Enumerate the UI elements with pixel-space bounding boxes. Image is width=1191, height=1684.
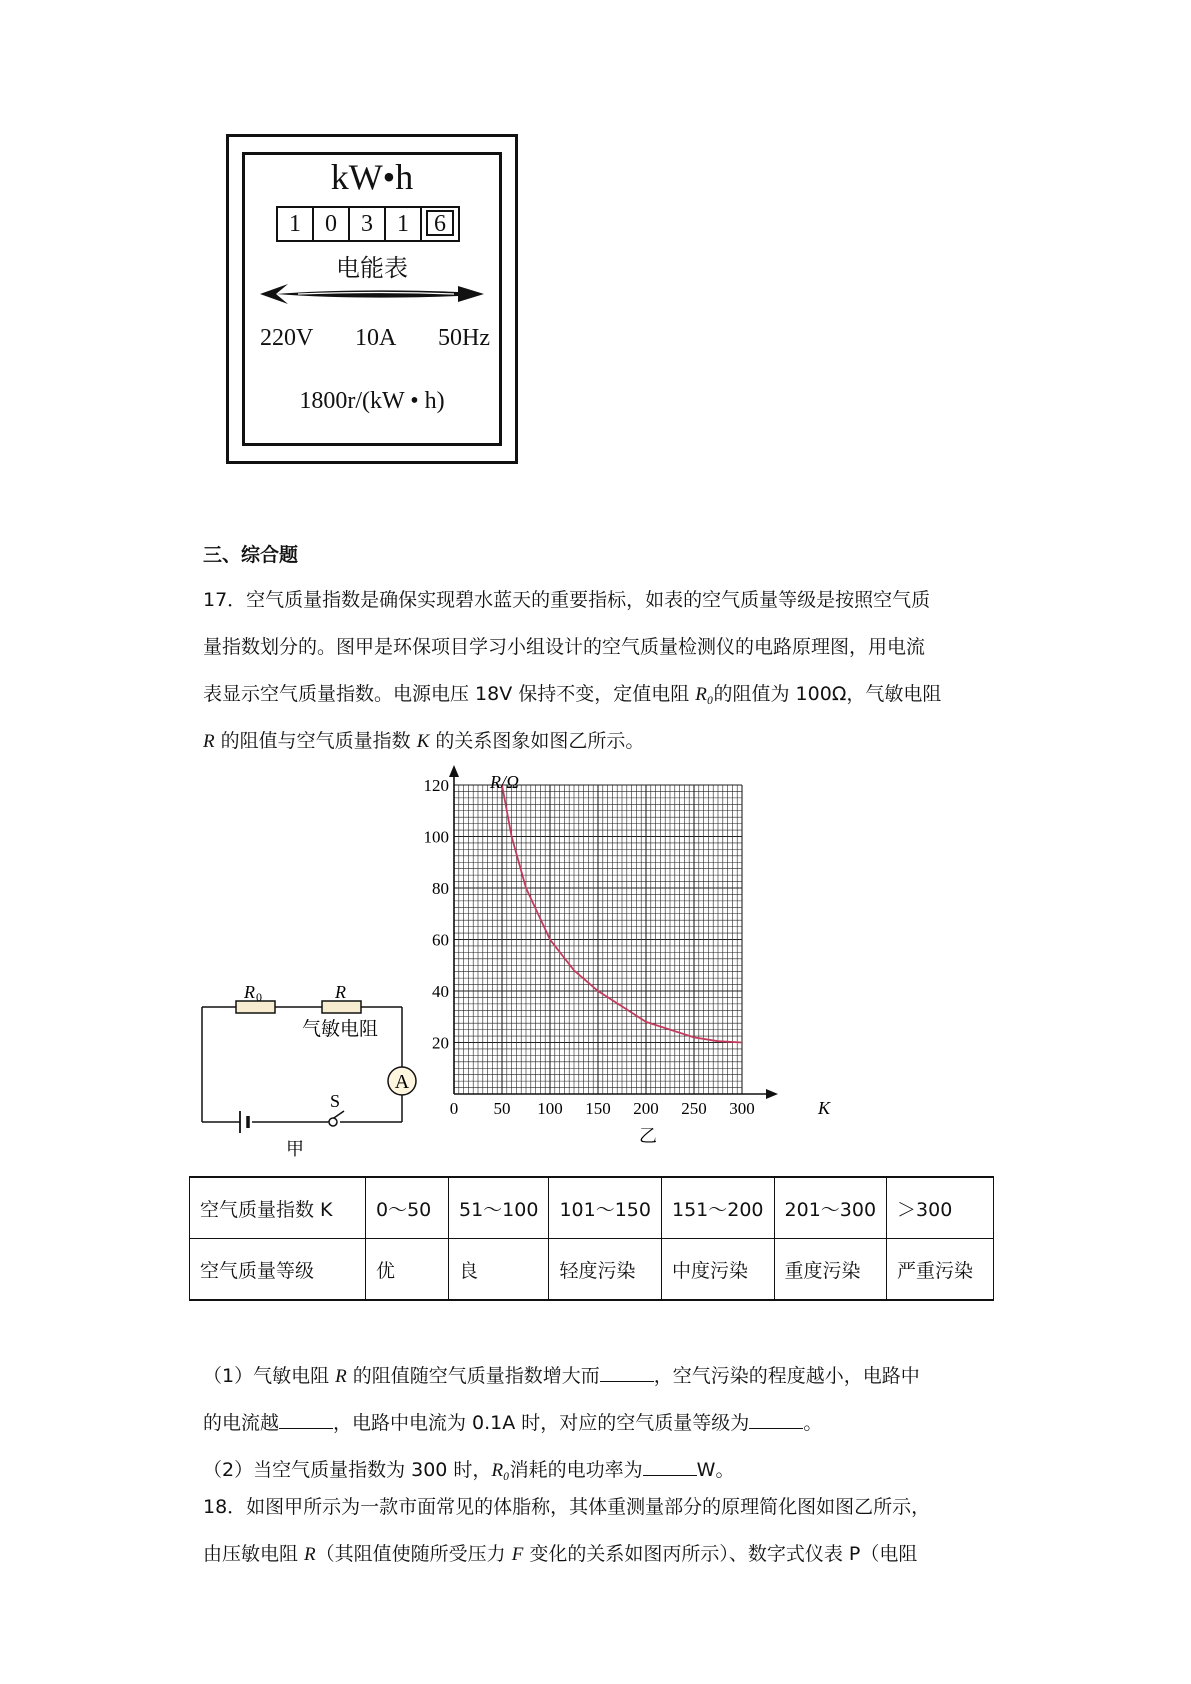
text-part: （其阻值使随所受压力 (315, 1543, 512, 1565)
q17-text (203, 577, 1003, 765)
r0-subscript: 0 (256, 990, 262, 1004)
air-quality-table (189, 1176, 994, 1301)
q17-line: 17．空气质量指数是确保实现碧水蓝天的重要指标，如表的空气质量等级是按照空气质 (203, 589, 931, 611)
text-part: 变化的关系如图丙所示）、数字式仪表 P（电阻 (523, 1543, 918, 1565)
text-part: 。 (803, 1412, 823, 1434)
circuit-caption: 甲 (286, 1139, 304, 1160)
text-part: 的阻值随空气质量指数增大而 (346, 1365, 600, 1387)
q18-text (203, 1484, 1003, 1578)
f-symbol: F (511, 1544, 524, 1565)
meter-digit: 0 (314, 208, 350, 240)
table-cell: 空气质量指数 K (190, 1177, 366, 1239)
meter-revolutions: 1800r/(kW • h) (299, 388, 445, 414)
text-part: ，空气污染的程度越小，电路中 (653, 1365, 920, 1387)
meter-digit: 1 (278, 208, 314, 240)
y-tick-label: 60 (432, 930, 449, 950)
q17-part1-line2 (203, 1408, 822, 1435)
ammeter-label: A (394, 1071, 410, 1093)
q17-text-part: 的阻值为 100Ω，气敏电阻 (713, 683, 942, 705)
q17-text-part: 的阻值与空气质量指数 (214, 730, 417, 752)
q17-line: 量指数划分的。图甲是环保项目学习小组设计的空气质量检测仪的电路原理图，用电流 (203, 636, 926, 658)
table-cell: 151～200 (661, 1177, 774, 1239)
meter-digit-decimal: 6 (426, 210, 454, 236)
text-part: W。 (696, 1459, 735, 1481)
y-tick-label: 100 (423, 827, 449, 847)
table-cell: 201～300 (774, 1177, 887, 1239)
x-tick-label: 250 (681, 1099, 707, 1118)
table-cell: 101～150 (549, 1177, 662, 1239)
meter-digits (276, 206, 460, 242)
chart-caption: 乙 (639, 1126, 657, 1147)
y-tick-label: 120 (423, 776, 449, 795)
table-row (190, 1239, 994, 1301)
r0-symbol: R₀ (491, 1460, 510, 1481)
table-cell: 良 (449, 1239, 549, 1301)
meter-frequency: 50Hz (438, 325, 490, 351)
answer-blank[interactable] (600, 1363, 654, 1382)
meter-voltage: 220V (260, 325, 314, 351)
table-cell: 轻度污染 (549, 1239, 662, 1301)
chart-x-label: K (818, 1098, 831, 1118)
table-cell: 0～50 (366, 1177, 449, 1239)
k-symbol: K (416, 731, 430, 752)
q17-text-part: 表显示空气质量指数。电源电压 18V 保持不变，定值电阻 (203, 683, 696, 705)
x-axis-arrow-icon (766, 1089, 778, 1099)
r-symbol: R (304, 1544, 316, 1565)
meter-label: 电能表 (336, 254, 408, 282)
x-tick-label: 200 (633, 1099, 659, 1118)
text-part: （2）当空气质量指数为 300 时， (203, 1459, 492, 1481)
x-tick-label: 150 (585, 1099, 611, 1118)
r-symbol: R (203, 731, 215, 752)
circuit-diagram (190, 975, 430, 1160)
answer-blank[interactable] (643, 1457, 697, 1476)
x-tick-label: 300 (729, 1099, 755, 1118)
r-vs-k-chart (423, 770, 831, 1170)
sensor-label: 气敏电阻 (302, 1018, 379, 1040)
text-part: 由压敏电阻 (203, 1543, 305, 1565)
text-part: 消耗的电功率为 (509, 1459, 643, 1481)
q17-text-part: 的关系图象如图乙所示。 (429, 730, 645, 752)
q17-part2 (203, 1455, 734, 1482)
meter-digit: 3 (350, 208, 386, 240)
text-part: ，电路中电流为 0.1A 时，对应的空气质量等级为 (333, 1412, 750, 1434)
table-cell: 空气质量等级 (190, 1239, 366, 1301)
table-row (190, 1177, 994, 1239)
r0-symbol: R₀ (695, 684, 714, 705)
y-tick-label: 80 (432, 879, 449, 898)
answer-blank[interactable] (749, 1410, 803, 1429)
chart-grid (454, 785, 742, 1094)
meter-specs (260, 325, 490, 352)
q17-part1-line1 (203, 1361, 920, 1388)
r-resistor (322, 1001, 361, 1013)
answer-blank[interactable] (279, 1410, 333, 1429)
meter-arrow-icon (258, 282, 488, 306)
table-cell: 严重污染 (887, 1239, 994, 1301)
x-tick-label: 100 (537, 1099, 563, 1118)
y-tick-label: 40 (432, 982, 449, 1001)
switch-label: S (330, 1091, 341, 1111)
q17-line (203, 671, 1003, 718)
section-title: 三、综合题 (203, 544, 299, 566)
table-cell: 51～100 (449, 1177, 549, 1239)
q17-line (203, 718, 1003, 765)
x-tick-label: 50 (493, 1099, 511, 1118)
meter-digit: 1 (386, 208, 422, 240)
q18-line: 18．如图甲所示为一款市面常见的体脂称，其体重测量部分的原理简化图如图乙所示， (203, 1496, 931, 1518)
y-axis-arrow-icon (449, 765, 459, 777)
table-cell: 优 (366, 1239, 449, 1301)
table-cell: ＞300 (887, 1177, 994, 1239)
meter-current: 10A (355, 325, 397, 351)
r0-label: R (244, 982, 255, 1002)
table-cell: 中度污染 (661, 1239, 774, 1301)
q18-line (203, 1531, 1003, 1578)
text-part: 的电流越 (203, 1412, 280, 1434)
chart-y-label: R/Ω (490, 772, 520, 792)
x-tick-label: 0 (449, 1099, 459, 1118)
text-part: （1）气敏电阻 (203, 1365, 336, 1387)
r-symbol: R (335, 1366, 347, 1387)
meter-unit: kW•h (330, 157, 414, 197)
table-cell: 重度污染 (774, 1239, 887, 1301)
y-tick-label: 20 (432, 1033, 449, 1053)
r-label: R (335, 982, 346, 1002)
